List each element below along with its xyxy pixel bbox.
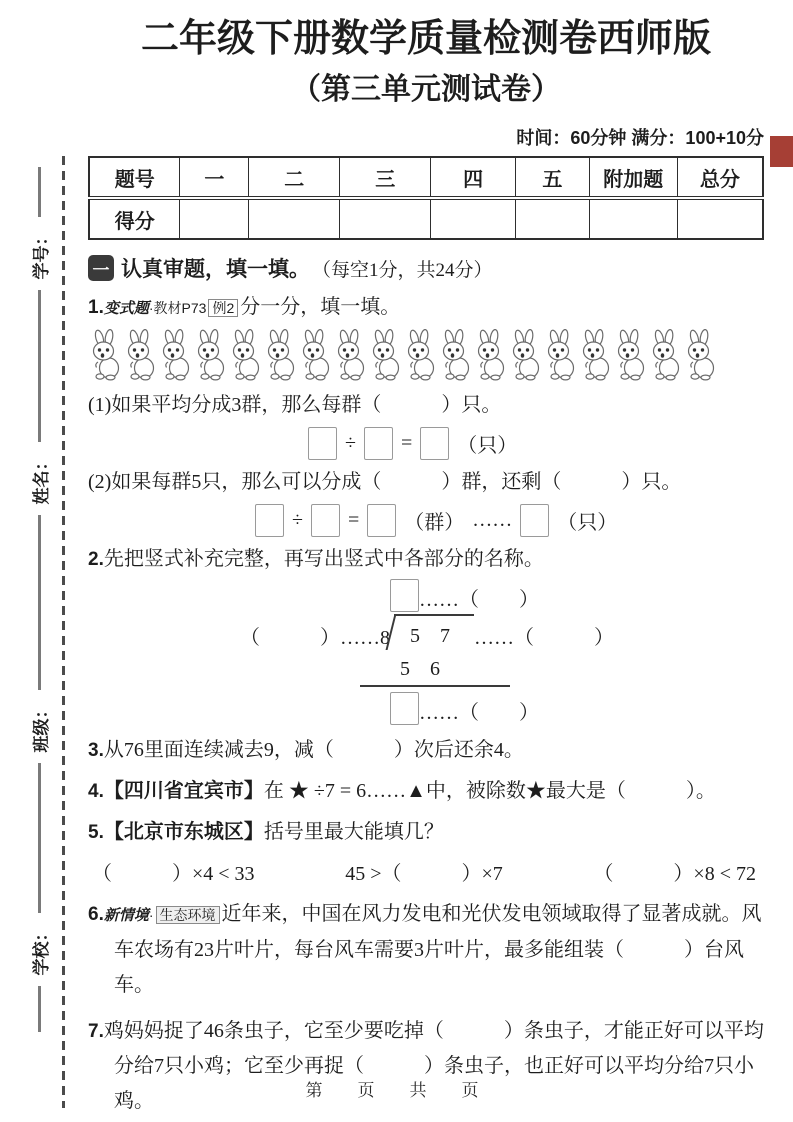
question-2 [88,544,764,575]
dividend-digits: 5 7 [410,625,450,647]
name-label: 姓名： [31,453,51,505]
rabbit-icon [473,329,507,381]
rabbit-icon [368,329,402,381]
student-number-fill-line [38,291,41,443]
score-table [88,156,764,240]
rabbit-icon [508,329,542,381]
answer-box [364,427,393,460]
question-6-text: 近年来，中国在风力发电和光伏发电领域取得了显著成就。风车农场有23片叶片，每台风车需要3片叶片，最多能组装（ ）台风车。 [114,903,762,996]
question-4-number: 4. [88,781,104,802]
question-2-number: 2. [88,549,104,570]
page-footer: 第 页 共 页 [305,1081,488,1100]
question-1-sub-1: (1)如果平均分成3群，那么每群（ ）只。 [88,394,502,416]
dividend-name-blank: ……（ ） [474,627,614,649]
rabbit-icon [263,329,297,381]
col-one: 一 [180,157,249,198]
unit-label: （群） [404,512,465,534]
corner-mark [770,136,793,167]
question-3 [88,735,764,766]
question-3-text: 从76里面连续减去9，减（ ）次后还余4。 [103,739,524,761]
divisor-name-blank: （ ）…… [240,627,380,649]
question-4-region-tag: 【四川省宜宾市】 [103,780,264,802]
expression-1: （ ）×4 < 33 [92,863,255,885]
time-score-meta: 时间：60分钟 满分：100+10分 [516,128,764,148]
question-1-equation-1 [308,427,764,460]
score-cell [180,198,249,239]
rabbit-icon [613,329,647,381]
question-5-expressions [88,857,764,886]
top-fill-line [38,168,41,218]
question-3-number: 3. [88,740,104,761]
question-5-text: 括号里最大能填几？ [263,821,444,843]
question-5-number: 5. [88,822,104,843]
answer-box [420,427,449,460]
answer-box [367,504,396,537]
question-2-text: 先把竖式补充完整，再写出竖式中各部分的名称。 [103,548,544,570]
answer-box [520,504,549,537]
rabbit-icon [648,329,682,381]
school-label: 学校： [31,924,51,976]
quotient-name-blank: ……（ ） [419,589,539,611]
division-bracket [394,614,474,650]
score-cell [677,198,763,239]
col-four: 四 [431,157,516,198]
score-label: 得分 [89,198,180,239]
question-6-topic-box: 生态环境 [156,906,220,924]
score-table-header-row [89,157,763,198]
sidebar-student-fields [17,124,61,1076]
col-bonus: 附加题 [589,157,677,198]
expression-3: （ ）×8 < 72 [593,863,756,885]
rabbit-row [88,329,764,381]
quotient-row [390,579,764,612]
divisor-dividend-row [240,614,764,650]
question-1-example-box: 例2 [208,299,238,317]
divide-sign: ÷ [345,432,356,454]
question-1-sub-2: (2)如果每群5只，那么可以分成（ ）群，还剩（ ）只。 [88,471,682,493]
score-cell [431,198,516,239]
remainder-box [390,692,419,725]
score-cell [340,198,431,239]
school-fill-line [38,987,41,1033]
question-1-text: 分一分，填一填。 [240,296,401,318]
class-label: 班级： [31,701,51,753]
equals-sign: = [400,432,413,454]
question-1 [88,292,764,324]
score-cell [589,198,677,239]
question-6 [88,897,764,1003]
question-1-number: 1. [88,297,104,318]
unit-label: （只） [457,435,518,457]
rabbit-icon [298,329,332,381]
rabbit-icon [123,329,157,381]
question-7-text: 鸡妈妈捉了46条虫子，它至少要吃掉（ ）条虫子，才能正好可以平均分给7只小鸡；它至少再捉（ ）条虫子，也正好可以平均分给7只小鸡。 [103,1020,764,1112]
rabbit-icon [403,329,437,381]
divide-sign: ÷ [292,509,303,531]
rabbit-icon [438,329,472,381]
rabbit-icon [158,329,192,381]
col-total: 总分 [677,157,763,198]
question-5-region-tag: 【北京市东城区】 [103,821,264,843]
answer-box [308,427,337,460]
quotient-box [390,579,419,612]
rabbit-icon [578,329,612,381]
question-4 [88,776,764,807]
question-1-equation-2 [255,504,764,537]
product-digits: 5 6 [360,652,510,687]
section-one-badge-icon: 一 [88,255,114,281]
main-content [88,14,764,1119]
long-division-figure [88,579,764,725]
page-title: 二年级下册数学质量检测卷西师版 [140,18,711,60]
question-7-number: 7. [88,1021,104,1042]
expression-2: 45 >（ ）×7 [345,863,503,885]
remainder-dots: …… [472,509,513,531]
rabbit-icon [543,329,577,381]
col-two: 二 [249,157,340,198]
rabbit-icon [88,329,122,381]
remainder-row [390,692,764,725]
question-6-tag-separator: · [148,907,154,923]
col-five: 五 [516,157,589,198]
name-fill-line [38,516,41,691]
question-7 [88,1014,764,1119]
remainder-name-blank: ……（ ） [419,702,539,724]
section-one-title: 认真审题，填一填。 [121,258,310,281]
section-one-header [88,253,764,283]
dashed-cut-line [62,156,65,1108]
page-subtitle: （第三单元测试卷） [291,73,561,106]
col-question-no: 题号 [89,157,180,198]
rabbit-icon [683,329,717,381]
rabbit-icon [228,329,262,381]
rabbit-icon [193,329,227,381]
question-6-context-tag: 新情境 [103,907,149,924]
unit-label: （只） [557,512,618,534]
rabbit-icon [333,329,367,381]
divisor-digit: 8 [380,627,390,649]
section-one-note: （每空1分，共24分） [312,259,493,281]
student-number-label: 学号： [31,228,51,280]
question-1-textbook-ref: ·教材P73 [148,300,207,316]
score-cell [249,198,340,239]
score-table-score-row [89,198,763,239]
question-5 [88,817,764,848]
question-6-number: 6. [88,904,104,925]
score-cell [516,198,589,239]
answer-box [311,504,340,537]
product-row [360,652,764,687]
question-4-text: 在 ★ ÷7 = 6……▲中，被除数★最大是（ ）。 [263,780,716,802]
class-fill-line [38,764,41,914]
col-three: 三 [340,157,431,198]
equals-sign: = [347,509,360,531]
question-1-variant-tag: 变式题 [103,300,149,317]
answer-box [255,504,284,537]
